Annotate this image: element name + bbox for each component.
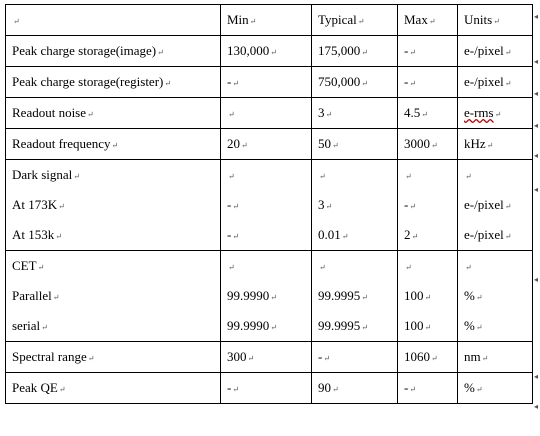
paragraph-mark-icon: ↵ xyxy=(465,172,472,181)
cell-typical xyxy=(312,67,398,98)
cell-min xyxy=(221,251,312,342)
paragraph-mark-icon: ↵ xyxy=(361,79,368,88)
paragraph-mark-icon: ↵ xyxy=(409,48,417,57)
max-value: - xyxy=(404,43,409,58)
cell-line xyxy=(318,160,397,190)
cell-line xyxy=(318,251,397,281)
paragraph-mark-icon: ↵ xyxy=(361,323,368,332)
cell-line xyxy=(12,342,220,372)
min-value: 99.9990 xyxy=(227,318,270,333)
paragraph-mark-icon: ↵ xyxy=(409,79,417,88)
cell-line xyxy=(227,311,311,341)
cell-line xyxy=(404,373,457,403)
units-value: e-/pixel xyxy=(464,74,504,89)
cell-max xyxy=(398,36,458,67)
paragraph-mark-icon: ↵ xyxy=(232,232,240,241)
header-cell-units xyxy=(458,5,533,36)
cell-line xyxy=(12,98,220,128)
paragraph-mark-icon: ↵ xyxy=(232,385,240,394)
cell-parameter xyxy=(6,36,221,67)
cell-min xyxy=(221,160,312,251)
cell-line xyxy=(318,190,397,220)
paragraph-mark-icon: ↵ xyxy=(424,323,432,332)
cell-line xyxy=(404,67,457,97)
row-end-mark-icon: ◂ xyxy=(534,185,539,194)
cell-typical xyxy=(312,98,398,129)
table-row xyxy=(6,129,533,160)
cell-parameter xyxy=(6,373,221,404)
parameter-value: Peak charge storage(image) xyxy=(12,43,157,58)
cell-units xyxy=(458,342,533,373)
cell-min xyxy=(221,36,312,67)
units-value: kHz xyxy=(464,136,486,151)
cell-line xyxy=(12,160,220,190)
parameter-value: Dark signal xyxy=(12,167,73,182)
cell-line xyxy=(464,67,532,97)
cell-line xyxy=(464,311,532,341)
cell-min xyxy=(221,342,312,373)
cell-units xyxy=(458,36,533,67)
paragraph-mark-icon: ↵ xyxy=(405,263,412,272)
paragraph-mark-icon: ↵ xyxy=(319,172,326,181)
max-value: 2 xyxy=(404,227,411,242)
paragraph-mark-icon: ↵ xyxy=(232,79,240,88)
cell-line xyxy=(12,220,220,250)
paragraph-mark-icon: ↵ xyxy=(270,293,277,302)
min-value: 20 xyxy=(227,136,240,151)
header-cell-max xyxy=(398,5,458,36)
cell-line xyxy=(404,36,457,66)
cell-line xyxy=(464,160,532,190)
cell-line xyxy=(404,190,457,220)
cell-line xyxy=(318,98,397,128)
table-header-row xyxy=(6,5,533,36)
paragraph-mark-icon: ↵ xyxy=(361,293,368,302)
paragraph-mark-icon: ↵ xyxy=(332,141,339,150)
paragraph-mark-icon: ↵ xyxy=(270,48,277,57)
cell-line xyxy=(404,342,457,372)
cell-typical xyxy=(312,373,398,404)
paragraph-mark-icon: ↵ xyxy=(323,354,331,363)
cell-units xyxy=(458,251,533,342)
paragraph-mark-icon: ↵ xyxy=(424,293,432,302)
cell-max xyxy=(398,67,458,98)
units-value: % xyxy=(464,288,475,303)
cell-line xyxy=(12,373,220,403)
paragraph-mark-icon: ↵ xyxy=(58,385,66,394)
cell-line xyxy=(12,281,220,311)
row-end-mark-icon: ◂ xyxy=(534,151,539,160)
units-value: % xyxy=(464,380,475,395)
row-end-mark-icon: ◂ xyxy=(534,372,539,381)
typical-value: 99.9995 xyxy=(318,318,361,333)
min-value: - xyxy=(227,380,232,395)
cell-line xyxy=(227,67,311,97)
min-value: 300 xyxy=(227,349,247,364)
parameter-value: Readout noise xyxy=(12,105,87,120)
units-value: nm xyxy=(464,349,481,364)
cell-line xyxy=(318,373,397,403)
row-end-mark-icon: ◂ xyxy=(534,89,539,98)
paragraph-mark-icon: ↵ xyxy=(409,385,417,394)
cell-line xyxy=(227,190,311,220)
table-row xyxy=(6,373,533,404)
paragraph-mark-icon: ↵ xyxy=(58,202,65,211)
paragraph-mark-icon: ↵ xyxy=(164,79,172,88)
max-value: 1060 xyxy=(404,349,430,364)
paragraph-mark-icon: ↵ xyxy=(431,141,438,150)
parameter-value: Readout frequency xyxy=(12,136,111,151)
cell-parameter xyxy=(6,129,221,160)
paragraph-mark-icon: ↵ xyxy=(73,172,80,181)
cell-line xyxy=(227,373,311,403)
paragraph-mark-icon: ↵ xyxy=(428,17,436,26)
cell-max xyxy=(398,98,458,129)
paragraph-mark-icon: ↵ xyxy=(249,17,257,26)
header-typical: Typical xyxy=(318,12,357,27)
cell-line xyxy=(227,342,311,372)
max-value: - xyxy=(404,380,409,395)
cell-units xyxy=(458,129,533,160)
cell-line xyxy=(404,311,457,341)
paragraph-mark-icon: ↵ xyxy=(493,17,500,26)
cell-max xyxy=(398,373,458,404)
typical-value: 750,000 xyxy=(318,74,361,89)
max-value: 100 xyxy=(404,318,424,333)
cell-line xyxy=(404,98,457,128)
typical-value: 90 xyxy=(318,380,331,395)
cell-line xyxy=(404,129,457,159)
paragraph-mark-icon: ↵ xyxy=(341,232,349,241)
cell-line xyxy=(12,129,220,159)
paragraph-mark-icon: ↵ xyxy=(111,141,119,150)
paragraph-mark-icon: ↵ xyxy=(319,263,326,272)
parameter-value: Peak QE xyxy=(12,380,58,395)
cell-line xyxy=(12,251,220,281)
cell-line xyxy=(404,220,457,250)
header-max: Max xyxy=(404,12,428,27)
paragraph-mark-icon: ↵ xyxy=(232,202,240,211)
paragraph-mark-icon: ↵ xyxy=(228,172,235,181)
paragraph-mark-icon: ↵ xyxy=(481,354,489,363)
paragraph-mark-icon: ↵ xyxy=(41,323,48,332)
row-end-mark-icon: ◂ xyxy=(534,402,539,411)
cell-line xyxy=(227,220,311,250)
parameter-value: At 173K xyxy=(12,197,58,212)
paragraph-mark-icon: ↵ xyxy=(357,17,365,26)
paragraph-mark-icon: ↵ xyxy=(475,385,483,394)
paragraph-mark-icon: ↵ xyxy=(504,202,512,211)
paragraph-mark-icon: ↵ xyxy=(494,110,502,119)
typical-value: 0.01 xyxy=(318,227,341,242)
cell-max xyxy=(398,251,458,342)
parameter-value: Peak charge storage(register) xyxy=(12,74,164,89)
paragraph-mark-icon: ↵ xyxy=(37,263,45,272)
paragraph-mark-icon: ↵ xyxy=(87,110,94,119)
cell-parameter xyxy=(6,251,221,342)
paragraph-mark-icon: ↵ xyxy=(52,293,60,302)
max-value: - xyxy=(404,74,409,89)
table-row xyxy=(6,342,533,373)
paragraph-mark-icon: ↵ xyxy=(405,172,412,181)
min-value: - xyxy=(227,227,232,242)
paragraph-mark-icon: ↵ xyxy=(270,323,277,332)
spec-table-body xyxy=(6,5,533,404)
cell-line xyxy=(464,190,532,220)
cell-line xyxy=(464,98,532,128)
cell-line xyxy=(318,311,397,341)
spec-table xyxy=(5,4,533,404)
cell-line xyxy=(12,190,220,220)
paragraph-mark-icon: ↵ xyxy=(241,141,248,150)
cell-line xyxy=(12,36,220,66)
header-cell-typical xyxy=(312,5,398,36)
cell-units xyxy=(458,160,533,251)
units-value: e-rms xyxy=(464,105,494,120)
parameter-value: serial xyxy=(12,318,41,333)
typical-value: 3 xyxy=(318,105,325,120)
cell-parameter xyxy=(6,98,221,129)
header-min: Min xyxy=(227,12,249,27)
cell-min xyxy=(221,98,312,129)
cell-typical xyxy=(312,251,398,342)
paragraph-mark-icon: ↵ xyxy=(504,232,512,241)
cell-parameter xyxy=(6,67,221,98)
cell-min xyxy=(221,67,312,98)
parameter-value: Parallel xyxy=(12,288,52,303)
row-end-mark-icon: ◂ xyxy=(534,12,539,21)
paragraph-mark-icon: ↵ xyxy=(504,79,512,88)
cell-line xyxy=(464,251,532,281)
paragraph-mark-icon: ↵ xyxy=(87,354,95,363)
cell-line xyxy=(464,220,532,250)
typical-value: 50 xyxy=(318,136,331,151)
units-value: e-/pixel xyxy=(464,43,504,58)
cell-typical xyxy=(312,129,398,160)
paragraph-mark-icon: ↵ xyxy=(13,17,20,26)
cell-line xyxy=(227,281,311,311)
paragraph-mark-icon: ↵ xyxy=(409,202,417,211)
cell-line xyxy=(404,281,457,311)
cell-line xyxy=(318,36,397,66)
max-value: 4.5 xyxy=(404,105,421,120)
cell-line xyxy=(404,160,457,190)
paragraph-mark-icon: ↵ xyxy=(325,110,333,119)
cell-line xyxy=(318,281,397,311)
cell-max xyxy=(398,342,458,373)
cell-units xyxy=(458,373,533,404)
units-value: % xyxy=(464,318,475,333)
paragraph-mark-icon: ↵ xyxy=(55,232,62,241)
paragraph-mark-icon: ↵ xyxy=(247,354,255,363)
typical-value: 99.9995 xyxy=(318,288,361,303)
cell-line xyxy=(227,160,311,190)
cell-line xyxy=(227,98,311,128)
max-value: - xyxy=(404,197,409,212)
cell-min xyxy=(221,373,312,404)
parameter-value: CET xyxy=(12,258,37,273)
cell-line xyxy=(318,220,397,250)
cell-max xyxy=(398,129,458,160)
units-value: e-/pixel xyxy=(464,197,504,212)
paragraph-mark-icon: ↵ xyxy=(228,110,235,119)
table-row xyxy=(6,251,533,342)
cell-typical xyxy=(312,36,398,67)
row-end-mark-icon: ◂ xyxy=(534,275,539,284)
cell-line xyxy=(227,129,311,159)
paragraph-mark-icon: ↵ xyxy=(361,48,368,57)
table-row xyxy=(6,98,533,129)
cell-line xyxy=(318,67,397,97)
units-value: e-/pixel xyxy=(464,227,504,242)
cell-parameter xyxy=(6,160,221,251)
typical-value: 3 xyxy=(318,197,325,212)
cell-line xyxy=(318,342,397,372)
header-cell-blank xyxy=(6,5,221,36)
cell-line xyxy=(12,311,220,341)
cell-units xyxy=(458,98,533,129)
cell-line xyxy=(12,67,220,97)
cell-line xyxy=(464,129,532,159)
paragraph-mark-icon: ↵ xyxy=(228,263,235,272)
cell-typical xyxy=(312,342,398,373)
max-value: 100 xyxy=(404,288,424,303)
paragraph-mark-icon: ↵ xyxy=(421,110,428,119)
typical-value: 175,000 xyxy=(318,43,361,58)
row-end-mark-icon: ◂ xyxy=(534,57,539,66)
min-value: 130,000 xyxy=(227,43,270,58)
cell-line xyxy=(464,373,532,403)
parameter-value: Spectral range xyxy=(12,349,87,364)
paragraph-mark-icon: ↵ xyxy=(325,202,333,211)
header-units: Units xyxy=(464,12,493,27)
cell-typical xyxy=(312,160,398,251)
cell-line xyxy=(227,251,311,281)
paragraph-mark-icon: ↵ xyxy=(504,48,512,57)
paragraph-mark-icon: ↵ xyxy=(332,385,339,394)
table-row xyxy=(6,36,533,67)
paragraph-mark-icon: ↵ xyxy=(486,141,494,150)
paragraph-mark-icon: ↵ xyxy=(465,263,472,272)
header-cell-min xyxy=(221,5,312,36)
cell-parameter xyxy=(6,342,221,373)
parameter-value: At 153k xyxy=(12,227,55,242)
cell-min xyxy=(221,129,312,160)
max-value: 3000 xyxy=(404,136,430,151)
min-value: 99.9990 xyxy=(227,288,270,303)
cell-line xyxy=(227,36,311,66)
paragraph-mark-icon: ↵ xyxy=(475,293,483,302)
cell-line xyxy=(404,251,457,281)
typical-value: - xyxy=(318,349,323,364)
min-value: - xyxy=(227,74,232,89)
paragraph-mark-icon: ↵ xyxy=(475,323,483,332)
paragraph-mark-icon: ↵ xyxy=(431,354,438,363)
row-end-mark-icon: ◂ xyxy=(534,121,539,130)
cell-line xyxy=(318,129,397,159)
table-row xyxy=(6,67,533,98)
min-value: - xyxy=(227,197,232,212)
cell-line xyxy=(464,281,532,311)
table-row xyxy=(6,160,533,251)
cell-units xyxy=(458,67,533,98)
cell-max xyxy=(398,160,458,251)
cell-line xyxy=(464,36,532,66)
paragraph-mark-icon: ↵ xyxy=(411,232,419,241)
paragraph-mark-icon: ↵ xyxy=(157,48,164,57)
cell-line xyxy=(464,342,532,372)
